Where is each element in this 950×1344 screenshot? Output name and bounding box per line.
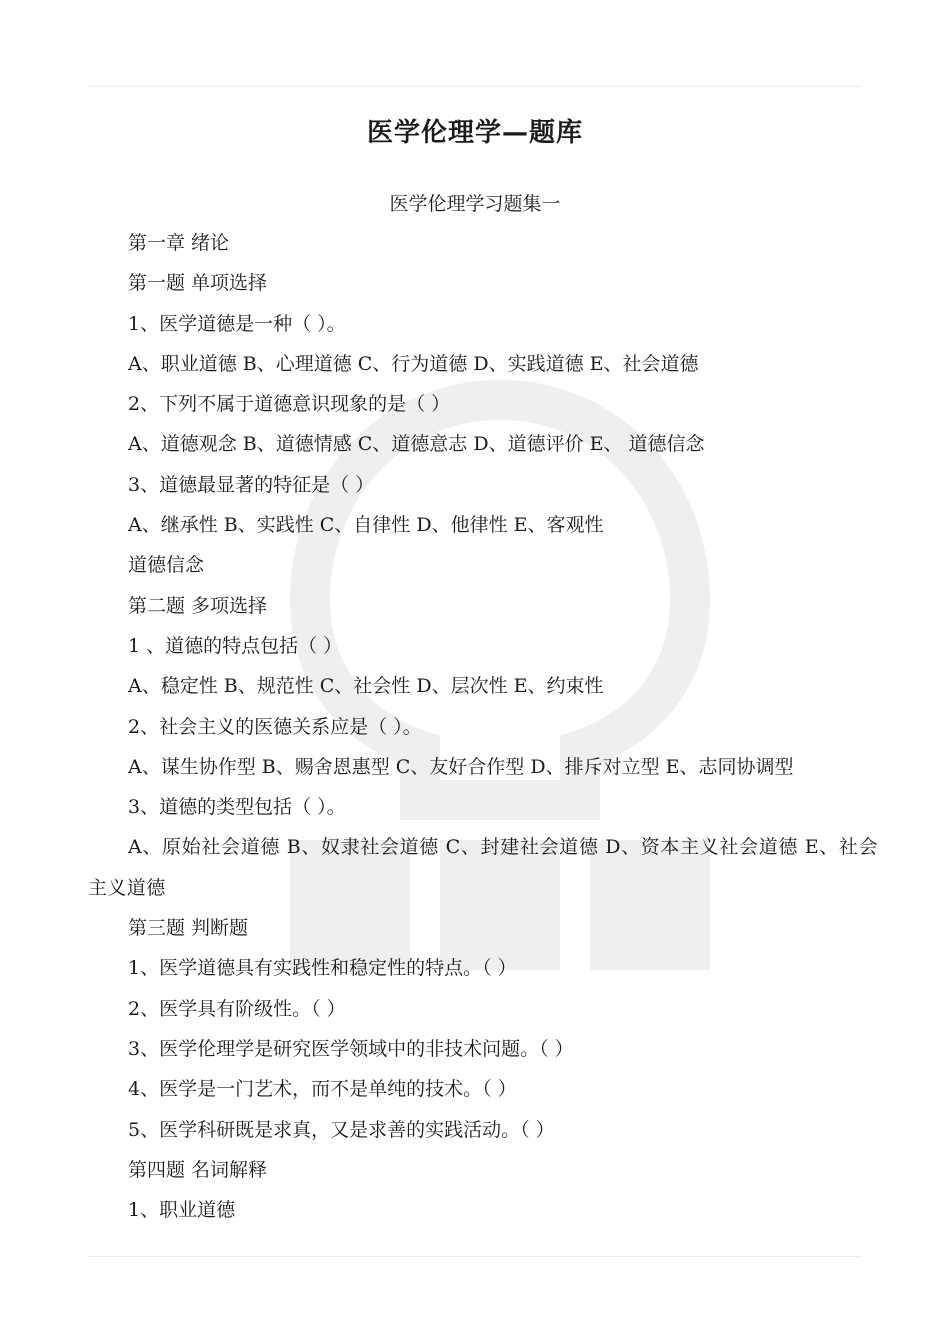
question: 1、职业道德 [128, 1199, 236, 1222]
question: 5、医学科研既是求真，又是求善的实践活动。（ ） [128, 1118, 555, 1141]
answer-options: A、谋生协作型 B、赐舍恩惠型 C、友好合作型 D、排斥对立型 E、志同协调型 [128, 755, 794, 778]
section-heading: 第四题 名词解释 [128, 1158, 268, 1181]
section-heading: 第一题 单项选择 [128, 272, 268, 295]
answer-options: A、继承性 B、实践性 C、自律性 D、他律性 E、客观性 [128, 514, 604, 537]
chapter-heading: 第一章 绪论 [128, 232, 230, 254]
question: 4、医学是一门艺术，而不是单纯的技术。（ ） [128, 1078, 517, 1101]
question: 2、医学具有阶级性。（ ） [128, 997, 346, 1020]
question: 1、医学道德是一种（ ）。 [128, 312, 346, 335]
answer-options: A、道德观念 B、道德情感 C、道德意志 D、道德评价 E、 道德信念 [128, 433, 705, 456]
document-subtitle: 医学伦理学习题集一 [389, 193, 561, 215]
document-title: 医学伦理学—题库 [366, 118, 583, 148]
question: 2、下列不属于道德意识现象的是（ ） [128, 393, 451, 416]
header-divider [88, 86, 862, 87]
answer-options: A、职业道德 B、心理道德 C、行为道德 D、实践道德 E、社会道德 [128, 352, 699, 375]
question: 3、医学伦理学是研究医学领域中的非技术问题。（ ） [128, 1037, 574, 1060]
question: 3、道德最显著的特征是（ ） [128, 473, 375, 496]
answer-options-wrapped: A、原始社会道德 B、奴隶社会道德 C、封建社会道德 D、资本主义社会道德 E、社会主义道德 [88, 836, 878, 899]
answer-options-continued: 道德信念 [128, 554, 205, 577]
section-heading: 第三题 判断题 [128, 917, 249, 940]
answer-options: A、稳定性 B、规范性 C、社会性 D、层次性 E、约束性 [128, 675, 604, 698]
document-body [88, 223, 878, 1230]
question: 1 、道德的特点包括（ ） [128, 634, 343, 657]
question: 2、社会主义的医德关系应是（ ）。 [128, 715, 422, 738]
question: 3、道德的类型包括（ ）。 [128, 796, 346, 819]
footer-divider [88, 1256, 862, 1257]
section-heading: 第二题 多项选择 [128, 594, 268, 617]
question: 1、医学道德具有实践性和稳定性的特点。（ ） [128, 957, 517, 980]
